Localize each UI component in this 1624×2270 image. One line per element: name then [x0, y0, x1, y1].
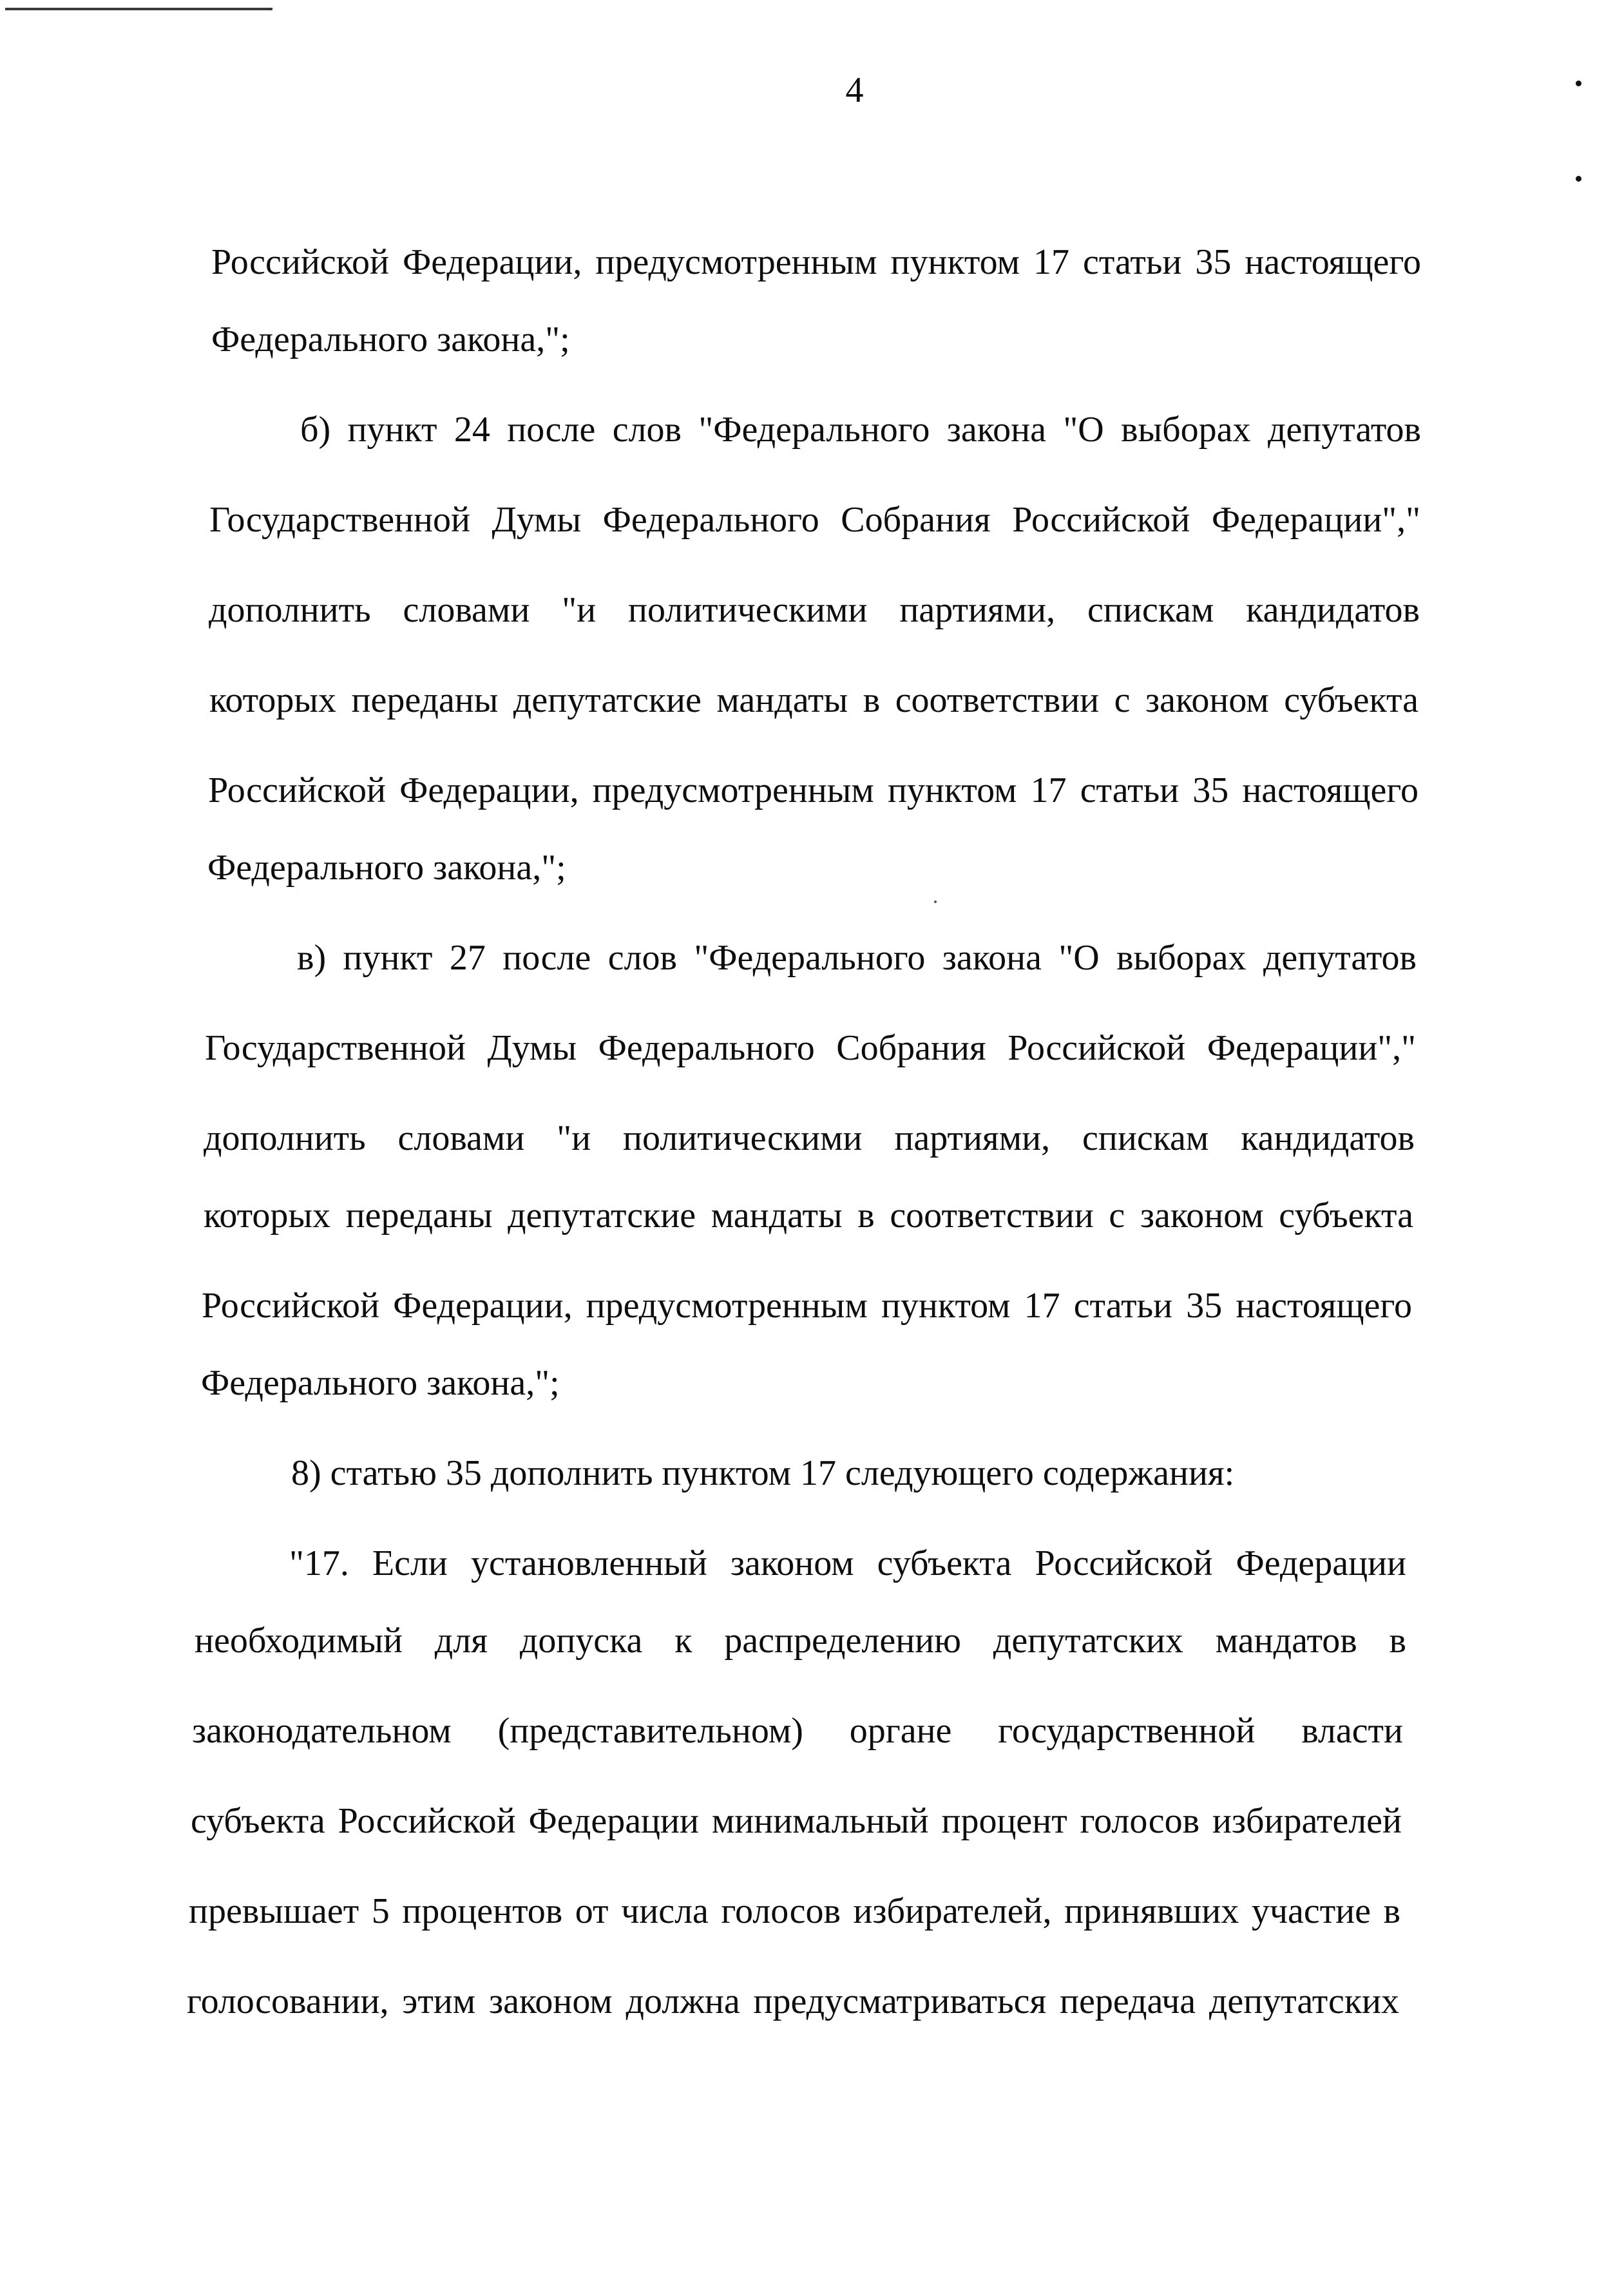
text-line: б) пункт 24 после слов "Федерального закона "О выборах депутатов	[300, 410, 1421, 450]
text-line: голосовании, этим законом должна предусматриваться передача депутатских	[187, 1981, 1399, 2021]
text-line: субъекта Российской Федерации минимальный процент голосов избирателей	[191, 1801, 1402, 1841]
text-line: которых переданы депутатские мандаты в соответствии с законом субъекта	[204, 1196, 1413, 1235]
text-line: Федерального закона,";	[207, 848, 566, 888]
scan-dot-mark	[1576, 176, 1581, 182]
text-line: Федерального закона,";	[201, 1363, 560, 1403]
text-line: Федерального закона,";	[211, 320, 570, 359]
text-line: в) пункт 27 после слов "Федерального закона "О выборах депутатов	[297, 938, 1417, 978]
text-line: превышает 5 процентов от числа голосов избирателей, принявших участие в	[189, 1891, 1400, 1931]
text-line: Российской Федерации, предусмотренным пунктом 17 статьи 35 настоящего	[211, 242, 1421, 282]
page-number: 4	[845, 70, 864, 110]
text-line: Российской Федерации, предусмотренным пунктом 17 статьи 35 настоящего	[202, 1286, 1412, 1326]
text-line: необходимый для допуска к распределению депутатских мандатов в	[195, 1621, 1406, 1661]
text-line: законодательном (представительном) органе государственной власти	[192, 1711, 1403, 1751]
text-line: "17. Если установленный законом субъекта Российской Федерации	[289, 1543, 1406, 1583]
text-line: Российской Федерации, предусмотренным пунктом 17 статьи 35 настоящего	[208, 770, 1419, 810]
top-edge-rule	[5, 8, 272, 10]
text-line: дополнить словами "и политическими партиями, спискам кандидатов	[204, 1118, 1415, 1158]
text-line: дополнить словами "и политическими партиями, спискам кандидатов	[209, 590, 1420, 630]
text-line: Государственной Думы Федерального Собрания Российской Федерации","	[205, 1028, 1416, 1068]
scan-speck	[934, 901, 937, 903]
text-line: Государственной Думы Федерального Собрания Российской Федерации","	[209, 500, 1420, 540]
text-line: которых переданы депутатские мандаты в соответствии с законом субъекта	[209, 680, 1419, 720]
text-line: 8) статью 35 дополнить пунктом 17 следующего содержания:	[291, 1453, 1235, 1493]
